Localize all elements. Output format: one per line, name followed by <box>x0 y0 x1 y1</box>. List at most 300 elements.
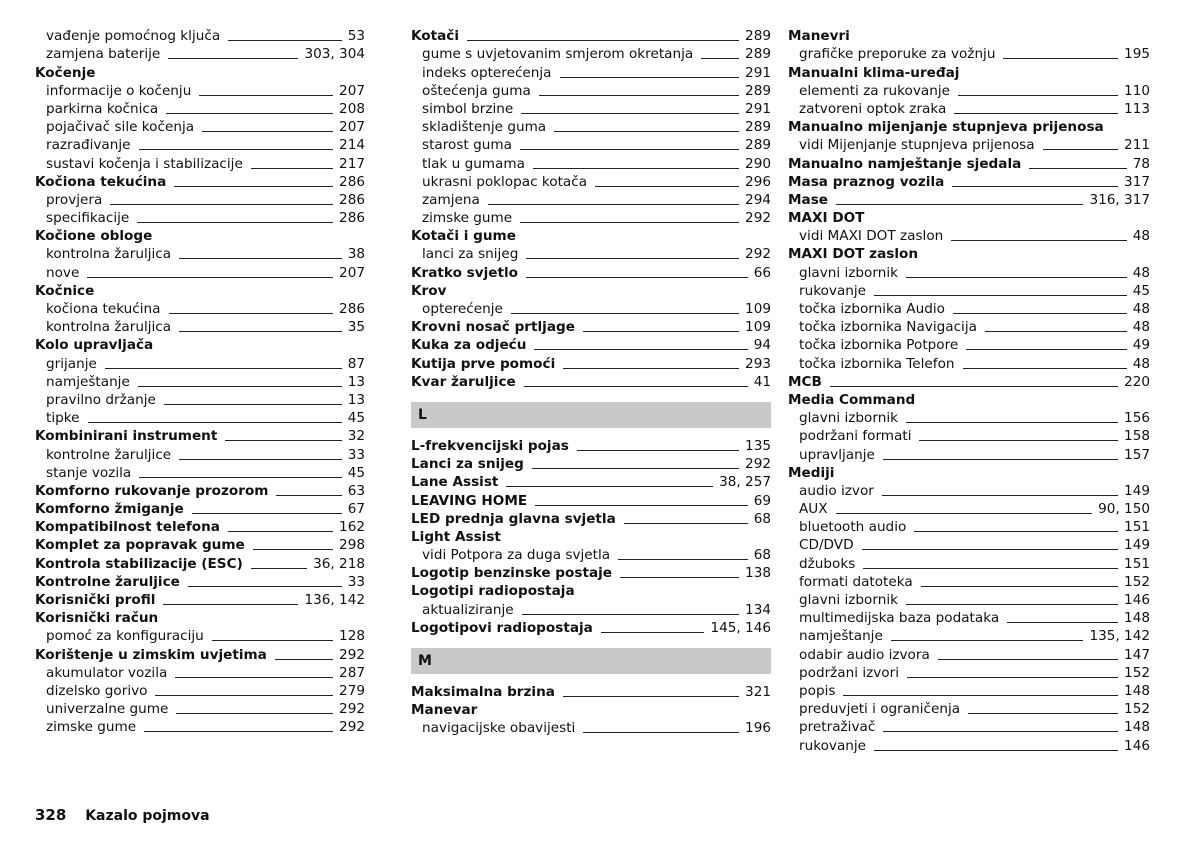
leader-line <box>535 505 748 506</box>
page-reference[interactable]: 109 <box>745 301 771 317</box>
entry-label: Krov <box>411 282 447 299</box>
leader-line <box>954 113 1118 114</box>
index-subentry <box>788 317 1150 335</box>
entry-label: Kombinirani instrument <box>35 428 218 445</box>
page-reference[interactable]: 67 <box>347 501 365 518</box>
leader-line <box>276 495 341 496</box>
page-reference[interactable]: 291 <box>745 100 771 117</box>
index-entry <box>35 172 365 190</box>
leader-line <box>168 58 298 59</box>
leader-line <box>532 468 739 469</box>
entry-label: elementi za rukovanje <box>799 82 950 99</box>
leader-line <box>906 422 1118 423</box>
entry-label: Manualno mijenjanje stupnjeva prijenosa <box>788 119 1104 136</box>
page-reference[interactable]: 53 <box>347 28 365 45</box>
page-reference[interactable]: 49 <box>1132 337 1150 354</box>
leader-line <box>891 640 1084 641</box>
leader-line <box>524 386 748 387</box>
leader-line <box>188 586 342 587</box>
page-reference[interactable]: 292 <box>339 719 365 736</box>
entry-label: Lane Assist <box>411 474 499 491</box>
entry-label: vađenje pomoćnog ključa <box>46 28 221 45</box>
page-reference[interactable]: 214 <box>339 137 365 154</box>
index-entry <box>788 190 1150 208</box>
entry-label: pojačivač sile kočenja <box>46 119 195 136</box>
entry-label: L-frekvencijski pojas <box>411 437 569 454</box>
page-reference[interactable]: 289 <box>745 46 771 63</box>
page-reference[interactable]: 138 <box>745 565 771 582</box>
entry-label: podržani formati <box>799 428 912 445</box>
entry-label: parkirna kočnica <box>46 100 159 117</box>
page-reference[interactable]: 35 <box>347 319 365 336</box>
page-reference[interactable]: 157 <box>1124 446 1150 463</box>
leader-line <box>526 277 748 278</box>
index-entry <box>411 472 771 490</box>
index-subentry <box>788 353 1150 371</box>
index-subentry <box>35 444 365 462</box>
index-entry <box>35 62 365 80</box>
leader-line <box>843 695 1118 696</box>
page-reference[interactable]: 152 <box>1124 573 1150 590</box>
leader-line <box>539 95 739 96</box>
page-reference[interactable]: 289 <box>745 137 771 154</box>
leader-line <box>620 577 739 578</box>
leader-line <box>192 513 342 514</box>
page-reference[interactable]: 151 <box>1124 519 1150 536</box>
entry-label: zamjena baterije <box>46 46 161 63</box>
entry-label: Light Assist <box>411 528 501 545</box>
index-subentry <box>788 644 1150 662</box>
page-reference[interactable]: 68 <box>753 547 771 564</box>
page-reference[interactable]: 289 <box>745 28 771 45</box>
entry-label: točka izbornika Potpore <box>799 337 959 354</box>
page-reference[interactable]: 151 <box>1124 555 1150 572</box>
page-reference[interactable]: 286 <box>339 301 365 317</box>
page-reference[interactable]: 292 <box>745 246 771 263</box>
leader-line <box>958 95 1118 96</box>
index-subentry <box>788 481 1150 499</box>
entry-label: Logotip benzinske postaje <box>411 565 612 582</box>
entry-label: rukovanje <box>799 282 867 299</box>
index-subentry <box>411 44 771 62</box>
index-entry <box>411 454 771 472</box>
page-reference[interactable]: 293 <box>745 355 771 372</box>
page-reference[interactable]: 146 <box>1124 592 1150 608</box>
entry-label: starost guma <box>422 137 512 154</box>
entry-label: pretraživač <box>799 719 876 736</box>
index-subentry <box>35 408 365 426</box>
page-reference[interactable]: 317 <box>1124 173 1150 190</box>
entry-label: točka izbornika Navigacija <box>799 319 977 336</box>
entry-label: gume s uvjetovanim smjerom okretanja <box>422 46 694 63</box>
index-subentry <box>788 444 1150 462</box>
leader-line <box>520 222 739 223</box>
index-subentry <box>35 626 365 644</box>
page-reference[interactable]: 68 <box>753 510 771 527</box>
index-subentry <box>411 244 771 262</box>
entry-label: vidi MAXI DOT zaslon <box>799 228 944 245</box>
page-reference[interactable]: 45 <box>347 464 365 481</box>
entry-label: LED prednja glavna svjetla <box>411 510 616 527</box>
entry-label: ukrasni poklopac kotača <box>422 173 588 190</box>
index-subentry <box>411 718 771 736</box>
entry-label: Mase <box>788 191 829 208</box>
entry-label: namještanje <box>799 628 883 645</box>
page-reference[interactable]: 207 <box>339 119 365 136</box>
index-subentry <box>788 99 1150 117</box>
page-reference[interactable]: 294 <box>745 191 771 208</box>
index-subentry <box>35 717 365 735</box>
index-entry <box>35 590 365 608</box>
entry-label: CD/DVD <box>799 537 854 554</box>
leader-line <box>595 186 739 187</box>
leader-line <box>874 295 1127 296</box>
page-reference[interactable]: 146 <box>1124 737 1150 754</box>
page-reference[interactable]: 63 <box>347 482 365 499</box>
index-subentry <box>788 553 1150 571</box>
page-reference[interactable]: 316, 317 <box>1089 191 1150 208</box>
index-entry <box>411 509 771 527</box>
index-subentry <box>788 226 1150 244</box>
page-reference[interactable]: 158 <box>1124 428 1150 445</box>
entry-label: formati datoteka <box>799 573 913 590</box>
entry-label: skladištenje guma <box>422 119 547 136</box>
page-reference[interactable]: 148 <box>1124 682 1150 699</box>
page-reference[interactable]: 134 <box>745 601 771 618</box>
entry-label: oštećenja guma <box>422 82 531 99</box>
leader-line <box>228 531 333 532</box>
index-subentry <box>788 499 1150 517</box>
leader-line <box>253 549 333 550</box>
page-reference[interactable]: 291 <box>745 64 771 81</box>
page-reference[interactable]: 109 <box>745 319 771 336</box>
leader-line <box>155 695 333 696</box>
page-reference[interactable]: 289 <box>745 119 771 136</box>
page-reference[interactable]: 162 <box>339 519 365 536</box>
entry-label: LEAVING HOME <box>411 492 528 509</box>
index-subentry <box>788 262 1150 280</box>
index-entry <box>35 481 365 499</box>
leader-line <box>968 713 1118 714</box>
page-reference[interactable]: 38, 257 <box>719 474 771 491</box>
entry-label: kontrolne žaruljice <box>46 446 172 463</box>
page-reference[interactable]: 208 <box>339 100 365 117</box>
entry-label: Kotači <box>411 28 460 45</box>
page-reference[interactable]: 207 <box>339 82 365 99</box>
page-reference[interactable]: 207 <box>339 264 365 281</box>
leader-line <box>521 113 739 114</box>
entry-label: Komforno rukovanje prozorom <box>35 482 269 499</box>
leader-line <box>275 659 333 660</box>
index-subentry <box>788 44 1150 62</box>
leader-line <box>938 659 1118 660</box>
page-footer <box>35 806 210 824</box>
index-subentry <box>411 99 771 117</box>
index-subentry <box>411 599 771 617</box>
page-reference[interactable]: 196 <box>745 720 771 737</box>
leader-line <box>953 313 1127 314</box>
index-subentry <box>35 262 365 280</box>
page-reference[interactable]: 321 <box>745 684 771 700</box>
page-reference[interactable]: 41 <box>753 373 771 390</box>
entry-label: kontrolna žaruljica <box>46 319 172 336</box>
entry-label: sustavi kočenja i stabilizacije <box>46 155 243 172</box>
entry-label: univerzalne gume <box>46 701 169 718</box>
index-subentry <box>788 281 1150 299</box>
entry-label: AUX <box>799 501 828 518</box>
page-reference[interactable]: 78 <box>1132 155 1150 172</box>
leader-line <box>618 559 748 560</box>
entry-label: navigacijske obavijesti <box>422 720 576 737</box>
page-reference[interactable]: 135 <box>745 437 771 454</box>
entry-label: grijanje <box>46 355 97 372</box>
page-reference[interactable]: 45 <box>347 410 365 427</box>
index-entry <box>411 335 771 353</box>
page-reference[interactable]: 110 <box>1124 82 1150 99</box>
entry-label: podržani izvori <box>799 664 899 681</box>
index-subentry <box>788 681 1150 699</box>
index-entry <box>788 244 1150 262</box>
page-reference[interactable]: 286 <box>339 191 365 208</box>
page-reference[interactable]: 147 <box>1124 646 1150 663</box>
leader-line <box>921 586 1118 587</box>
index-subentry <box>788 717 1150 735</box>
page-reference[interactable]: 220 <box>1124 373 1150 390</box>
entry-label: točka izbornika Telefon <box>799 355 955 372</box>
leader-line <box>883 459 1118 460</box>
entry-label: Maksimalna brzina <box>411 684 555 700</box>
page-reference[interactable]: 90, 150 <box>1098 501 1150 518</box>
page-reference[interactable]: 298 <box>339 537 365 554</box>
leader-line <box>1003 58 1118 59</box>
entry-label: Lanci za snijeg <box>411 456 524 473</box>
index-subentry <box>35 190 365 208</box>
index-subentry <box>35 372 365 390</box>
page-reference[interactable]: 292 <box>745 456 771 473</box>
index-entry <box>411 26 771 44</box>
page-reference[interactable]: 145, 146 <box>710 619 771 636</box>
index-entry <box>788 372 1150 390</box>
index-entry <box>35 572 365 590</box>
index-entry <box>788 463 1150 481</box>
page-reference[interactable]: 33 <box>347 573 365 590</box>
index-subentry <box>411 299 771 317</box>
index-subentry <box>788 590 1150 608</box>
page-reference[interactable]: 48 <box>1132 264 1150 281</box>
page-reference[interactable]: 289 <box>745 82 771 99</box>
index-entry <box>35 644 365 662</box>
index-subentry <box>411 81 771 99</box>
page-reference[interactable]: 292 <box>745 210 771 227</box>
page-reference[interactable]: 148 <box>1124 610 1150 627</box>
index-subentry <box>411 545 771 563</box>
entry-label: opterećenje <box>422 301 503 317</box>
entry-label: rukovanje <box>799 737 867 754</box>
leader-line <box>963 368 1127 369</box>
page-reference[interactable]: 211 <box>1124 137 1150 154</box>
index-entry <box>788 208 1150 226</box>
leader-line <box>874 750 1118 751</box>
page-reference[interactable]: 48 <box>1132 319 1150 336</box>
entry-label: zatvoreni optok zraka <box>799 100 947 117</box>
index-subentry <box>35 681 365 699</box>
index-subentry <box>35 117 365 135</box>
page-reference[interactable]: 217 <box>339 155 365 172</box>
entry-label: pravilno držanje <box>46 391 156 408</box>
index-entry <box>411 262 771 280</box>
page-reference[interactable]: 128 <box>339 628 365 645</box>
page-reference[interactable]: 45 <box>1132 282 1150 299</box>
leader-line <box>985 331 1127 332</box>
leader-line <box>560 77 740 78</box>
leader-line <box>554 131 739 132</box>
page-reference[interactable]: 279 <box>339 682 365 699</box>
page-reference[interactable]: 195 <box>1124 46 1150 63</box>
entry-label: Kuka za odjeću <box>411 337 527 354</box>
page-reference[interactable]: 152 <box>1124 664 1150 681</box>
leader-line <box>139 477 341 478</box>
page-reference[interactable]: 36, 218 <box>313 555 365 572</box>
entry-label: tlak u gumama <box>422 155 525 172</box>
page-reference[interactable]: 292 <box>339 646 365 663</box>
index-subentry <box>788 135 1150 153</box>
leader-line <box>511 313 739 314</box>
leader-line <box>583 331 739 332</box>
index-subentry <box>411 190 771 208</box>
entry-label: zamjena <box>422 191 480 208</box>
page-reference[interactable]: 286 <box>339 173 365 190</box>
leader-line <box>906 277 1127 278</box>
entry-label: Media Command <box>788 391 916 408</box>
page-reference[interactable]: 48 <box>1132 301 1150 317</box>
entry-label: informacije o kočenju <box>46 82 192 99</box>
index-entry <box>411 436 771 454</box>
page-reference[interactable]: 48 <box>1132 228 1150 245</box>
index-entry <box>35 608 365 626</box>
index-entry <box>788 153 1150 171</box>
leader-line <box>583 732 739 733</box>
leader-line <box>163 604 298 605</box>
page-reference[interactable]: 287 <box>339 664 365 681</box>
index-entry <box>411 317 771 335</box>
entry-label: audio izvor <box>799 482 874 499</box>
leader-line <box>175 677 333 678</box>
page-reference[interactable]: 136, 142 <box>304 592 365 608</box>
index-subentry <box>35 208 365 226</box>
entry-label: Korisnički profil <box>35 592 156 608</box>
index-subentry <box>788 663 1150 681</box>
leader-line <box>138 386 342 387</box>
page-reference[interactable]: 33 <box>347 446 365 463</box>
page-reference[interactable]: 290 <box>745 155 771 172</box>
page-reference[interactable]: 48 <box>1132 355 1150 372</box>
page-reference[interactable]: 13 <box>347 391 365 408</box>
page-reference[interactable]: 66 <box>753 264 771 281</box>
entry-label: nove <box>46 264 80 281</box>
entry-label: vidi Potpora za duga svjetla <box>422 547 611 564</box>
leader-line <box>907 677 1118 678</box>
entry-label: specifikacije <box>46 210 130 227</box>
page-reference[interactable]: 296 <box>745 173 771 190</box>
index-subentry <box>788 426 1150 444</box>
page-reference[interactable]: 303, 304 <box>304 46 365 63</box>
index-entry <box>411 682 771 700</box>
entry-label: bluetooth audio <box>799 519 907 536</box>
index-subentry <box>411 208 771 226</box>
leader-line <box>228 40 342 41</box>
entry-label: točka izbornika Audio <box>799 301 945 317</box>
leader-line <box>179 331 342 332</box>
entry-label: namještanje <box>46 373 130 390</box>
leader-line <box>169 313 334 314</box>
entry-label: tipke <box>46 410 80 427</box>
page-reference[interactable]: 87 <box>347 355 365 372</box>
index-subentry <box>788 572 1150 590</box>
entry-label: dizelsko gorivo <box>46 682 148 699</box>
leader-line <box>110 204 333 205</box>
leader-line <box>202 131 333 132</box>
leader-line <box>951 240 1126 241</box>
leader-line <box>836 513 1093 514</box>
page-reference[interactable]: 13 <box>347 373 365 390</box>
entry-label: Kočenje <box>35 64 96 81</box>
index-subentry <box>788 535 1150 553</box>
page-reference[interactable]: 149 <box>1124 537 1150 554</box>
page-reference[interactable]: 148 <box>1124 719 1150 736</box>
page-reference[interactable]: 156 <box>1124 410 1150 427</box>
index-letter-header: M <box>411 648 771 674</box>
index-subentry <box>788 735 1150 753</box>
page-reference[interactable]: 32 <box>347 428 365 445</box>
leader-line <box>1029 168 1126 169</box>
entry-label: Kočione obloge <box>35 228 153 245</box>
footer-title: Kazalo pojmova <box>85 808 210 824</box>
page-reference[interactable]: 94 <box>753 337 771 354</box>
entry-label: vidi Mijenjanje stupnjeva prijenosa <box>799 137 1035 154</box>
index-subentry <box>35 353 365 371</box>
leader-line <box>830 386 1118 387</box>
leader-line <box>105 368 342 369</box>
entry-label: Kotači i gume <box>411 228 516 245</box>
entry-label: kontrolna žaruljica <box>46 246 172 263</box>
entry-label: zimske gume <box>422 210 513 227</box>
page-reference[interactable]: 292 <box>339 701 365 718</box>
index-subentry <box>788 408 1150 426</box>
entry-label: Masa praznog vozila <box>788 173 945 190</box>
page-reference[interactable]: 135, 142 <box>1089 628 1150 645</box>
entry-label: Logotipi radiopostaja <box>411 583 575 600</box>
leader-line <box>863 568 1118 569</box>
page-reference[interactable]: 69 <box>753 492 771 509</box>
page-reference[interactable]: 38 <box>347 246 365 263</box>
index-subentry <box>35 463 365 481</box>
leader-line <box>526 258 739 259</box>
page-reference[interactable]: 149 <box>1124 482 1150 499</box>
index-subentry <box>35 26 365 44</box>
entry-label: akumulator vozila <box>46 664 168 681</box>
page-reference[interactable]: 286 <box>339 210 365 227</box>
leader-line <box>144 731 333 732</box>
index-entry <box>35 499 365 517</box>
index-subentry <box>35 390 365 408</box>
page-reference[interactable]: 113 <box>1124 100 1150 117</box>
leader-line <box>225 440 341 441</box>
index-subentry <box>35 699 365 717</box>
index-entry <box>35 426 365 444</box>
page-reference[interactable]: 152 <box>1124 701 1150 718</box>
entry-label: glavni izbornik <box>799 264 898 281</box>
index-entry <box>35 281 365 299</box>
